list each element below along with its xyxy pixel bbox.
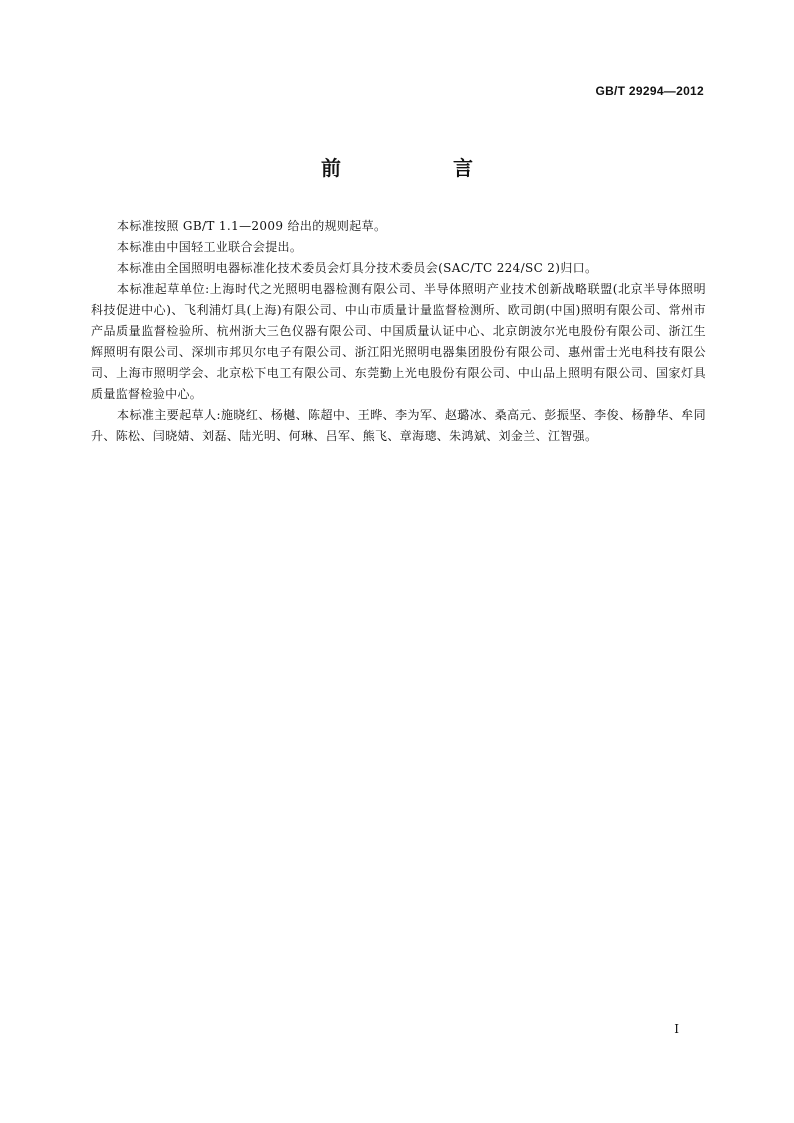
paragraph-proposer: 本标准由中国轻工业联合会提出。 bbox=[117, 240, 303, 254]
standard-code: GB/T 29294—2012 bbox=[595, 84, 704, 98]
paragraph-committee: 本标准由全国照明电器标准化技术委员会灯具分技术委员会(SAC/TC 224/SC 2)归口。 bbox=[117, 261, 598, 275]
paragraph-drafting-units: 本标准起草单位:上海时代之光照明电器检测有限公司、半导体照明产业技术创新战略联盟(北京半导体照明科技促进中心)、飞利浦灯具(上海)有限公司、中山市质量计量监督检测所、欧司朗(中国)照明有限公司、常州市产品质量监督检验所、杭州浙大三色仪器有限公司、中国质量认证中心、北京朗波尔光电股份有限公司、浙江生辉照明有限公司、深圳市邦贝尔电子有限公司、浙江阳光照明电器集团股份有限公司、惠州雷士光电科技有限公司、上海市照明学会、北京松下电工有限公司、东莞勤上光电股份有限公司、中山品上照明有限公司、国家灯具质量监督检验中心。 bbox=[91, 282, 706, 401]
paragraph-drafters: 本标准主要起草人:施晓红、杨樾、陈超中、王晔、李为军、赵璐冰、桑高元、彭振坚、李俊、杨静华、牟同升、陈松、闫晓婧、刘磊、陆光明、何琳、吕军、熊飞、章海璁、朱鸿斌、刘金兰、江智强。 bbox=[91, 408, 706, 443]
page-number: I bbox=[674, 1022, 679, 1036]
page-title: 前 言 bbox=[321, 156, 519, 180]
paragraph-drafting-rules: 本标准按照 GB/T 1.1—2009 给出的规则起草。 bbox=[117, 219, 387, 233]
foreword-body bbox=[91, 216, 706, 447]
